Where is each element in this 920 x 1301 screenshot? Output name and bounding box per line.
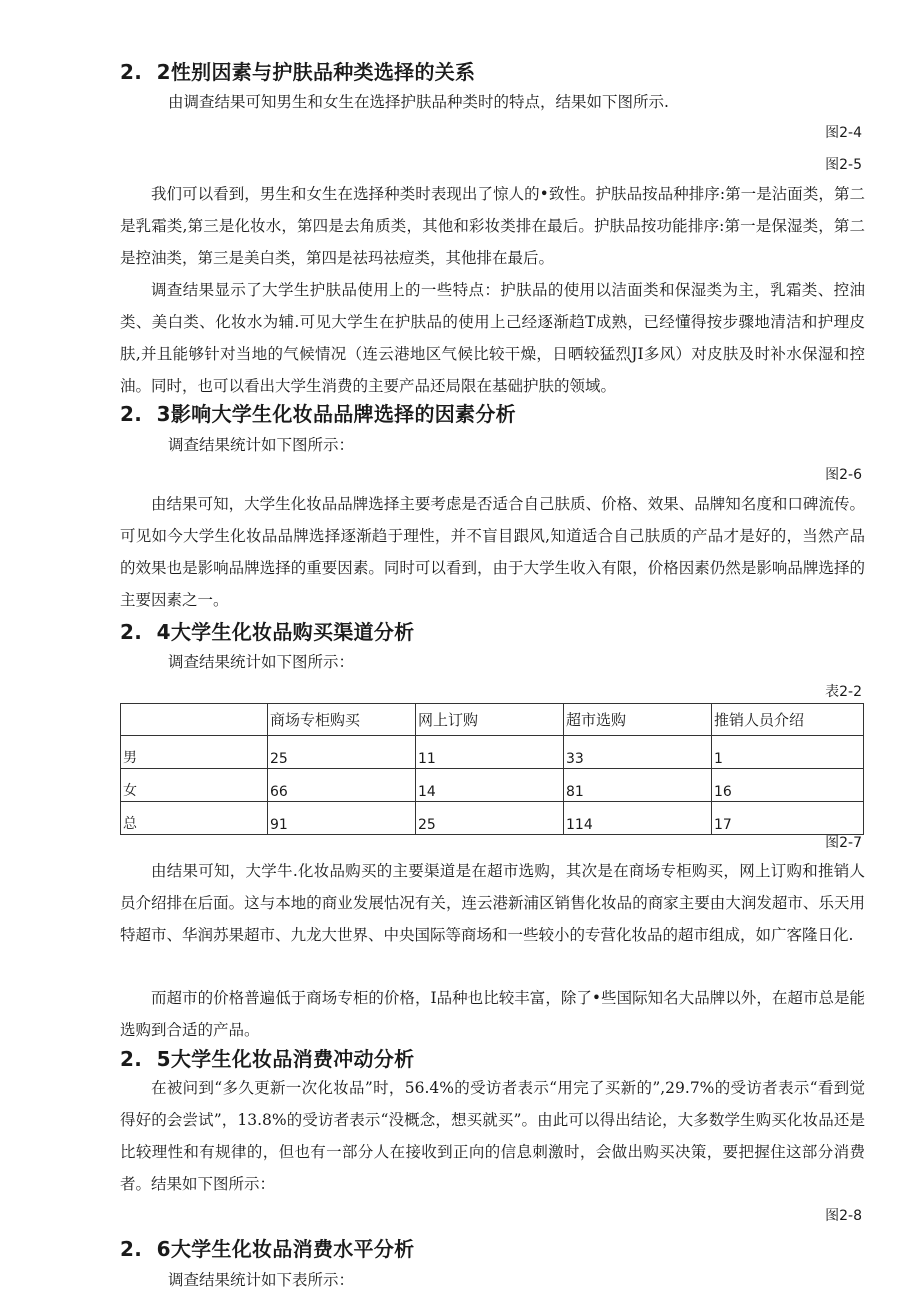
paragraph: 调查结果显示了大学生护肤品使用上的一些特点：护肤品的使用以洁面类和保湿类为主，乳霜类、控油类、美白类、化妆水为辅.可见大学生在护肤品的使用上己经逐渐趋T成熟，已经懂得按步骤地清洁和护理皮肤,并且能够针对当地的气候情况（连云港地区气候比较干燥，日晒较猛烈JI多风）对皮肤及时补水保湿和控油。同时，也可以看出大学生消费的主要产品还局限在基础护肤的领域。 (120, 281, 865, 395)
table-header-cell: 商场专柜购买 (268, 704, 416, 736)
paragraph: 而超市的价格普遍低于商场专柜的价格，I品种也比较丰富，除了•些国际知名大品牌以外，在超市总是能选购到合适的产品。 (120, 989, 865, 1039)
section-heading-2-6: 2. 6大学生化妆品消费水平分析 (120, 1237, 415, 1261)
table-cell: 1 (712, 736, 864, 769)
section-intro: 调查结果统计如下表所示： (168, 1271, 355, 1289)
paragraph: 我们可以看到，男生和女生在选择种类时表现出了惊人的•致性。护肤品按品种排序:第一是沾面类，第二是乳霜类,第三是化妆水，第四是去角质类，其他和彩妆类排在最后。护肤品按功能排序:第一是保湿类，第二是控油类，第三是美白类，第四是祛玛祛痘类，其他排在最后。 (120, 185, 865, 267)
section-intro: 由调查结果可知男生和女生在选择护肤品种类时的特点，结果如下图所示. (168, 93, 669, 111)
figure-label: 图2-4 (825, 125, 862, 141)
table-cell: 25 (268, 736, 416, 769)
table-header-row (121, 704, 864, 736)
section-intro: 调查结果统计如下图所示： (168, 653, 355, 671)
paragraph: 由结果可知，大学生化妆品品牌选择主要考虑是否适合自己肤质、价格、效果、品牌知名度和口碑流传。可见如今大学生化妆品品牌选择逐渐趋于理性，并不盲目跟风,知道适合自己肤质的产品才是好的，当然产品的效果也是影响品牌选择的重要因素。同时可以看到，由于大学生收入有限，价格因素仍然是影响品牌选择的主要因素之一。 (120, 495, 865, 609)
table-header-cell: 推销人员介绍 (712, 704, 864, 736)
table-cell: 114 (564, 802, 712, 835)
section-heading-2-5: 2. 5大学生化妆品消费冲动分析 (120, 1047, 415, 1071)
table-row (121, 769, 864, 802)
table-cell: 81 (564, 769, 712, 802)
table-cell: 总 (121, 802, 268, 835)
table-cell: 91 (268, 802, 416, 835)
table-cell: 17 (712, 802, 864, 835)
figure-label: 图2-6 (825, 467, 862, 483)
table-cell: 男 (121, 736, 268, 769)
table-cell: 16 (712, 769, 864, 802)
section-heading-2-2: 2. 2性别因素与护肤品种类选择的关系 (120, 60, 476, 84)
table-header-cell: 网上订购 (416, 704, 564, 736)
table-cell: 25 (416, 802, 564, 835)
section-intro: 调查结果统计如下图所示： (168, 436, 355, 454)
table-cell: 14 (416, 769, 564, 802)
section-heading-2-4: 2. 4大学生化妆品购买渠道分析 (120, 620, 415, 644)
table-row (121, 736, 864, 769)
table-label: 表2-2 (825, 684, 862, 700)
figure-label: 图2-5 (825, 157, 862, 173)
table-cell: 11 (416, 736, 564, 769)
section-heading-2-3: 2. 3影响大学生化妆品品牌选择的因素分析 (120, 402, 516, 426)
table-row (121, 802, 864, 835)
figure-label: 图2-7 (825, 835, 862, 851)
table-cell: 66 (268, 769, 416, 802)
table-header-cell: 超市选购 (564, 704, 712, 736)
purchase-channel-table (120, 703, 864, 835)
figure-label: 图2-8 (825, 1208, 862, 1224)
table-header-cell (121, 704, 268, 736)
paragraph: 在被问到“多久更新一次化妆品”时，56.4%的受访者表示“用完了买新的”,29.7%的受访者表示“看到觉得好的会尝试”，13.8%的受访者表示“没概念，想买就买”。由此可以得出结论，大多数学生购买化妆品还是比较理性和有规律的，但也有一部分人在接收到正向的信息刺激时，会做出购买决策，要把握住这部分消费者。结果如下图所示： (120, 1079, 865, 1193)
table-cell: 女 (121, 769, 268, 802)
paragraph: 由结果可知，大学牛.化妆品购买的主要渠道是在超市选购，其次是在商场专柜购买，网上订购和推销人员介绍排在后面。这与本地的商业发展怙况有关，连云港新浦区销售化妆品的商家主要由大润发超市、乐天用特超市、华润苏果超市、九龙大世界、中央国际等商场和一些较小的专营化妆品的超市组成，如广客隆日化. (120, 862, 865, 944)
table-cell: 33 (564, 736, 712, 769)
